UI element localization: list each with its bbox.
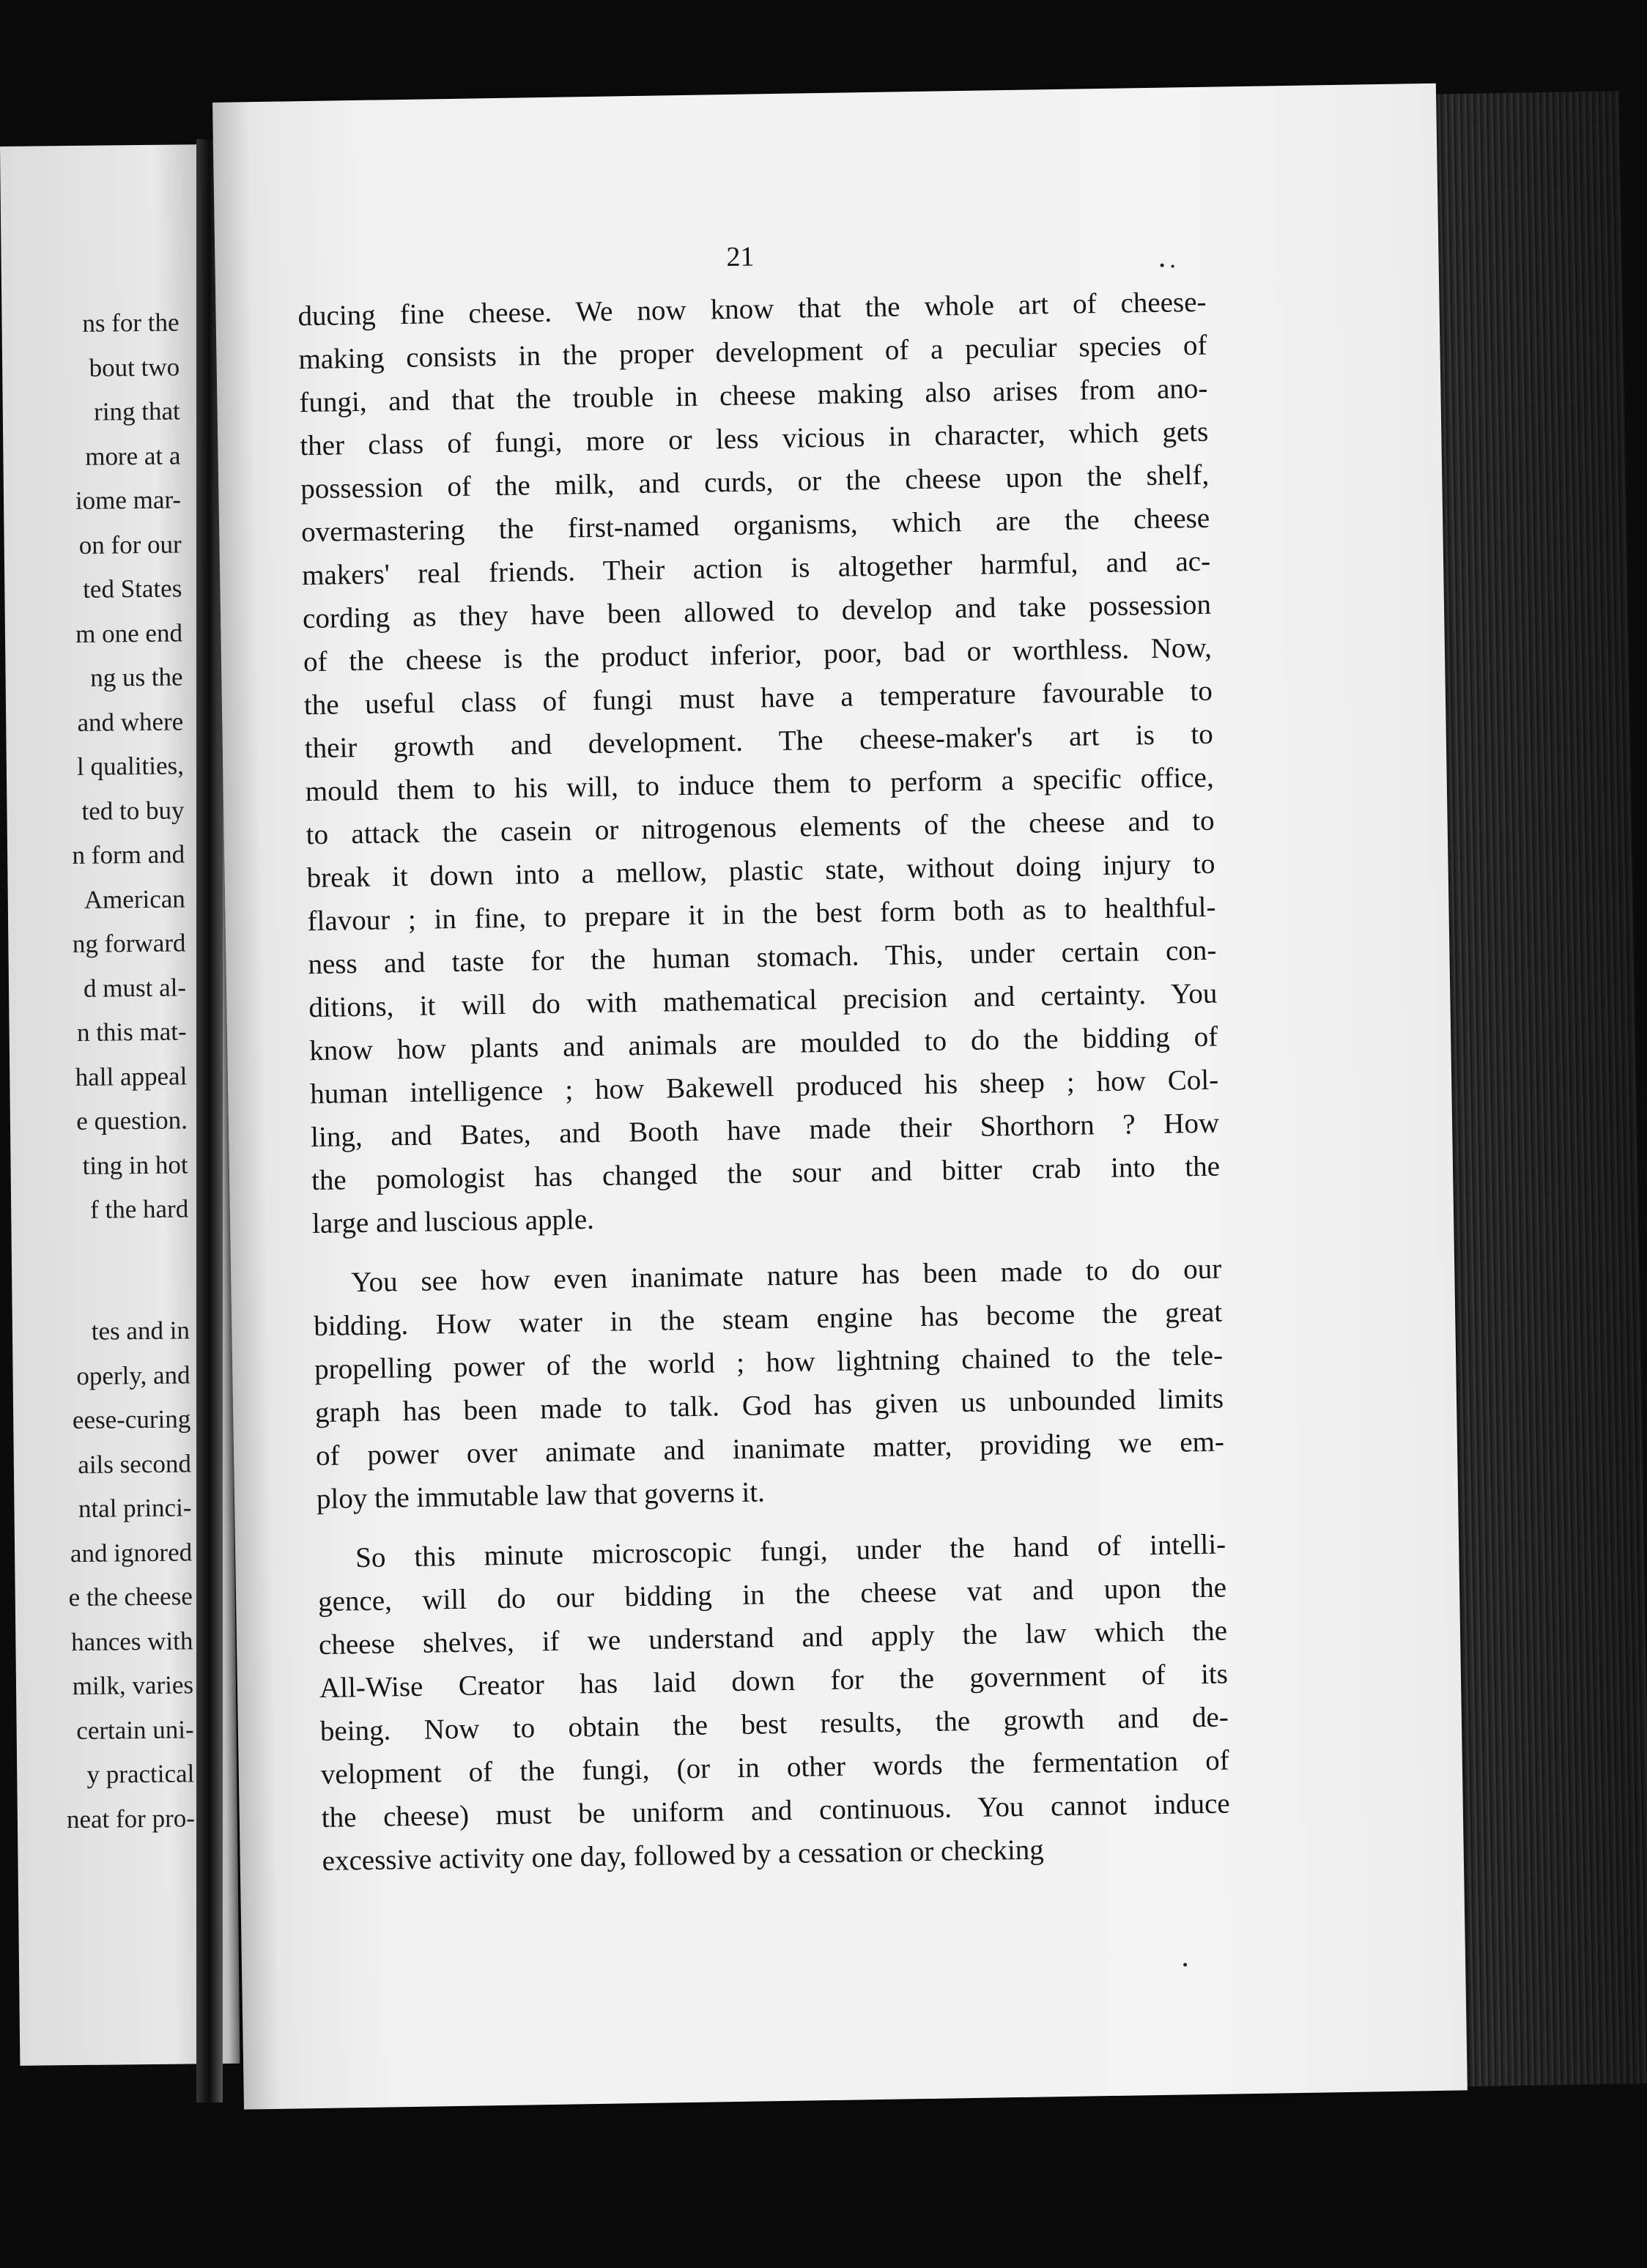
text-line: All-Wise Creator has laid down for the government of its (319, 1658, 1229, 1704)
left-page-line-fragment: ntal princi- (78, 1493, 192, 1523)
left-page-line-fragment: n form and (72, 840, 185, 870)
text-line: making consists in the proper development of a peculiar species of (298, 329, 1207, 376)
body-text (297, 281, 1231, 1883)
text-line: ther class of fungi, more or less vicious in character, which gets (300, 415, 1209, 462)
text-line: You see how even inanimate nature has been made to do our (350, 1253, 1222, 1299)
text-line: ploy the immutable law that governs it. (316, 1476, 766, 1516)
right-page (212, 84, 1468, 2110)
text-line: the cheese) must be uniform and continuous. You cannot induce (321, 1787, 1230, 1834)
text-line: their growth and development. The cheese-maker's art is to (304, 718, 1214, 765)
text-line: of power over animate and inanimate matter, providing we em- (315, 1426, 1225, 1472)
ink-speck (1161, 264, 1164, 267)
left-page-line-fragment: ails second (78, 1448, 192, 1479)
text-line: human intelligence ; how Bakewell produced his sheep ; how Col- (309, 1064, 1219, 1111)
text-line: ling, and Bates, and Booth have made their Shorthorn ? How (310, 1107, 1220, 1154)
left-page-line-fragment: ns for the (82, 308, 179, 338)
ink-speck (1183, 1963, 1187, 1966)
page-number: 21 (726, 241, 755, 273)
left-page-line-fragment: and where (77, 706, 184, 737)
text-line: to attack the casein or nitrogenous elements of the cheese and to (306, 804, 1215, 851)
text-line: flavour ; in fine, to prepare it in the best form both as to healthful- (307, 891, 1216, 938)
left-page-line-fragment: d must al- (83, 972, 187, 1003)
text-line: cheese shelves, if we understand and apply the law which the (318, 1615, 1228, 1661)
left-page-line-fragment: ng forward (72, 928, 186, 959)
left-page-line-fragment: ting in hot (82, 1149, 188, 1180)
text-line: being. Now to obtain the best results, the growth and de- (319, 1701, 1229, 1747)
left-page-line-fragment: and ignored (70, 1537, 193, 1568)
text-line: possession of the milk, and curds, or the cheese upon the shelf, (300, 459, 1210, 505)
text-line: overmastering the first-named organisms, which are the cheese (300, 502, 1210, 549)
text-line: mould them to his will, to induce them to perform a specific office, (305, 761, 1214, 808)
left-page-line-fragment: bout two (89, 352, 180, 382)
text-line: gence, will do our bidding in the cheese vat and upon the (317, 1571, 1227, 1617)
text-line: of the cheese is the product inferior, poor, bad or worthless. Now, (303, 631, 1213, 678)
text-line: ness and taste for the human stomach. This, under certain con- (308, 934, 1217, 981)
text-line: cording as they have been allowed to develop and take possession (302, 588, 1212, 635)
text-line: makers' real friends. Their action is altogether harmful, and ac- (301, 545, 1211, 592)
left-page-line-fragment: e the cheese (68, 1582, 193, 1612)
left-page-line-fragment: e question. (76, 1105, 188, 1135)
left-page-line-fragment: hall appeal (75, 1061, 188, 1092)
text-line: velopment of the fungi, (or in other words the fermentation of (320, 1744, 1230, 1790)
left-page-line-fragment: ng us the (90, 662, 183, 692)
left-page-line-fragment: hances with (70, 1626, 193, 1656)
left-page-line-fragment: tes and in (91, 1316, 190, 1346)
left-page-line-fragment: neat for pro- (66, 1803, 196, 1834)
text-line: ducing fine cheese. We now know that the whole art of cheese- (297, 286, 1207, 333)
text-line: the pomologist has changed the sour and bitter crab into the (311, 1150, 1221, 1197)
left-page-line-fragment: m one end (75, 618, 183, 648)
text-line: know how plants and animals are moulded to do the bidding of (309, 1020, 1218, 1067)
text-line: So this minute microscopic fungi, under the hand of intelli- (355, 1528, 1226, 1574)
text-line: fungi, and that the trouble in cheese making also arises from ano- (299, 372, 1208, 419)
left-page-line-fragment: milk, varies (72, 1670, 194, 1701)
left-page-line-fragment: l qualities, (76, 751, 185, 781)
text-line: propelling power of the world ; how lightning chained to the tele- (314, 1339, 1224, 1386)
ink-speck (1172, 264, 1174, 267)
left-page-line-fragment: ted States (83, 574, 182, 604)
left-page-line-fragment: more at a (85, 440, 181, 471)
left-page-line-fragment: operly, and (76, 1360, 190, 1390)
left-page-line-fragment: on for our (78, 529, 182, 560)
text-line: break it down into a mellow, plastic state, without doing injury to (306, 848, 1215, 894)
left-page-line-fragment: y practical (86, 1759, 195, 1789)
text-line: graph has been made to talk. God has given us unbounded limits (314, 1382, 1224, 1429)
left-page-line-fragment: ring that (93, 396, 180, 426)
text-line: excessive activity one day, followed by a cessation or checking (322, 1834, 1045, 1877)
left-page-line-fragment: certain uni- (76, 1714, 194, 1745)
text-line: bidding. How water in the steam engine has become the great (313, 1296, 1223, 1343)
text-line: the useful class of fungi must have a temperature favourable to (303, 675, 1213, 722)
text-line: large and luscious apple. (311, 1204, 595, 1240)
left-page-line-fragment: eese-curing (72, 1404, 191, 1435)
left-page-line-fragment: iome mar- (75, 485, 182, 515)
left-page-line-fragment: American (84, 883, 185, 914)
text-line: ditions, it will do with mathematical precision and certainty. You (308, 977, 1218, 1024)
left-page-line-fragment: ted to buy (81, 795, 185, 826)
left-page-line-fragment: n this mat- (76, 1017, 187, 1047)
left-page-line-fragment: f the hard (89, 1194, 189, 1224)
